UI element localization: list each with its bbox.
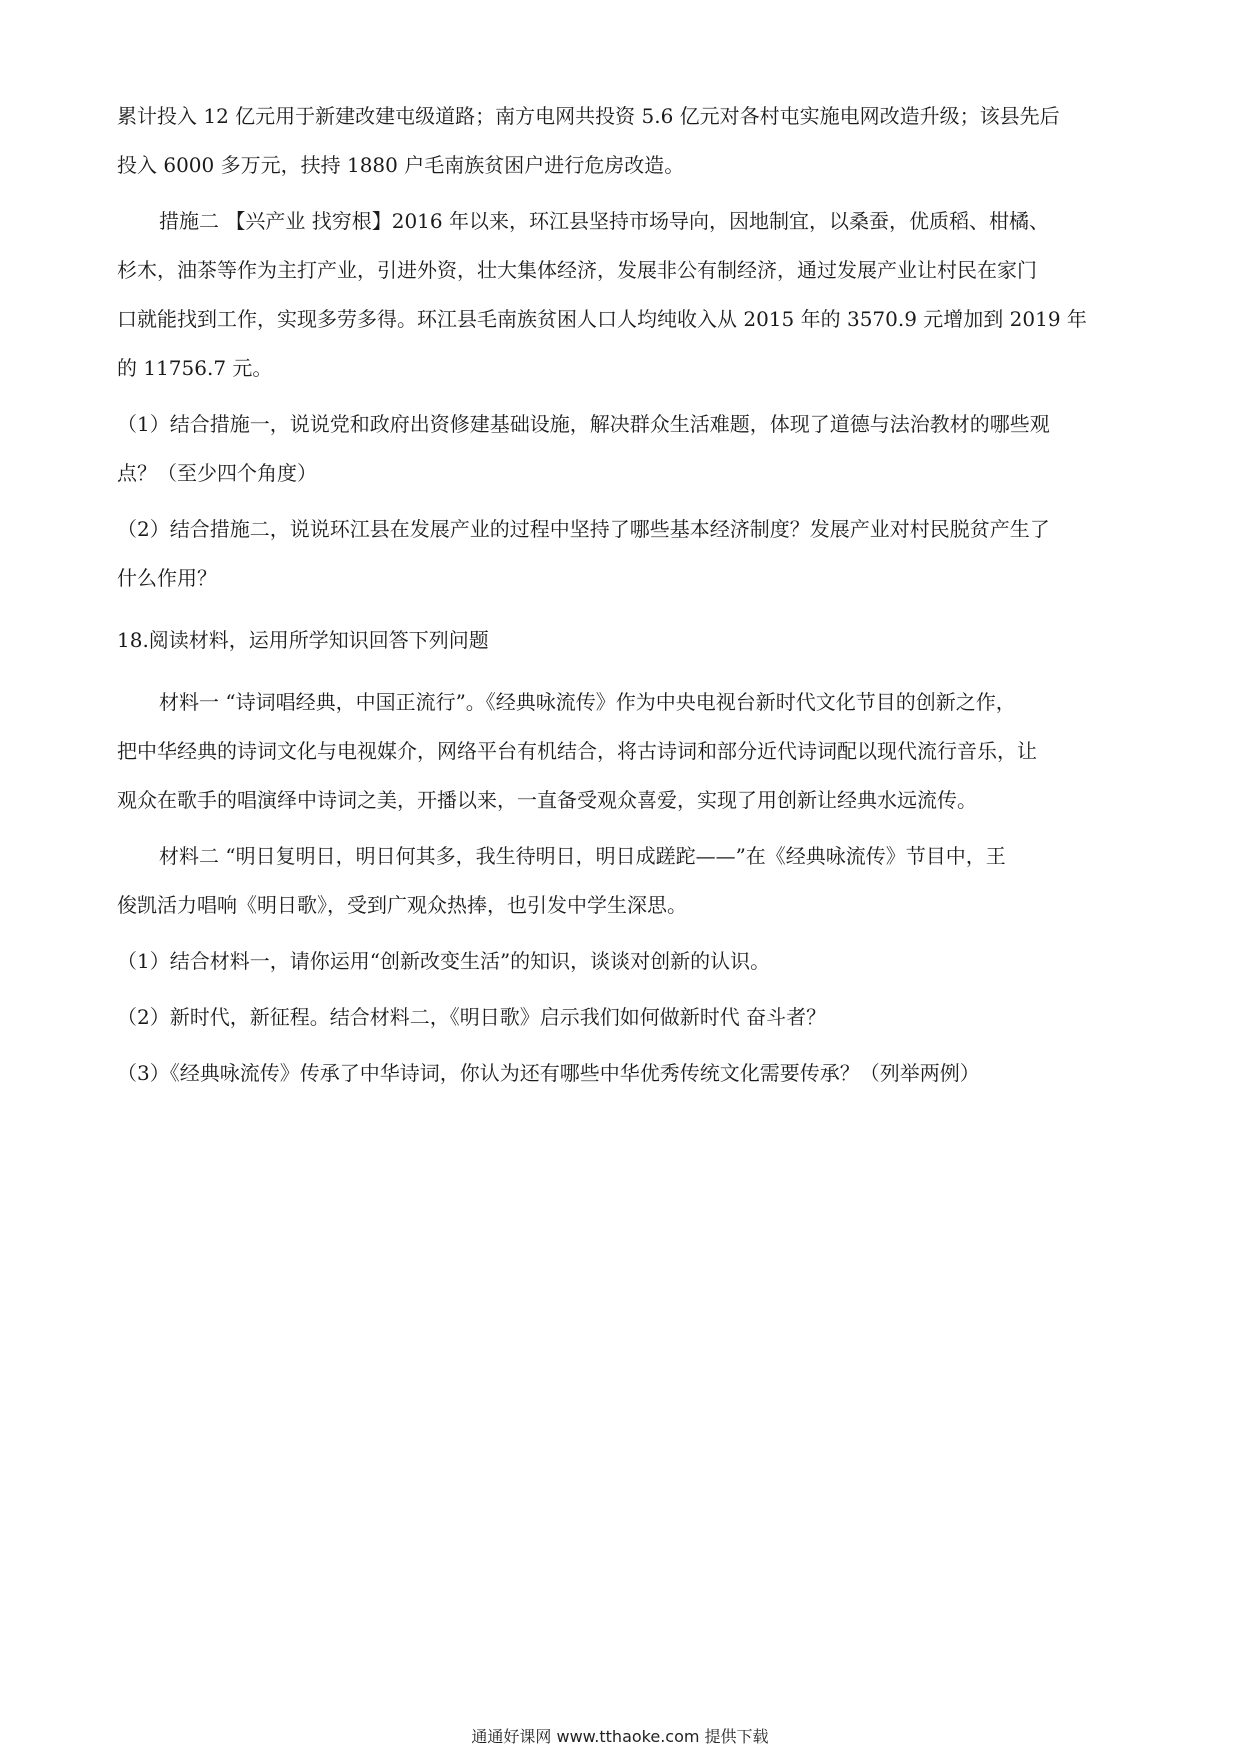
text-line: 什么作用？ [117, 566, 217, 590]
text-line: 的 11756.7 元。 [117, 356, 273, 380]
text-line: 材料二 “明日复明日，明日何其多，我生待明日，明日成蹉跎——”在《经典咏流传》节目中，王 [159, 844, 1006, 868]
text-line: 杉木，油茶等作为主打产业，引进外资，壮大集体经济，发展非公有制经济，通过发展产业让村民在家门 [117, 258, 1037, 282]
text-line: 投入 6000 多万元，扶持 1880 户毛南族贫困户进行危房改造。 [117, 153, 685, 177]
text-line: （1）结合措施一，说说党和政府出资修建基础设施，解决群众生活难题，体现了道德与法治教材的哪些观 [117, 412, 1050, 436]
material-one [117, 682, 1127, 820]
question-18-part-1: （1）结合材料一，请你运用“创新改变生活”的知识，谈谈对创新的认识。 [117, 949, 771, 973]
document-page [117, 96, 1127, 1093]
text-line: 把中华经典的诗词文化与电视媒介，网络平台有机结合，将古诗词和部分近代诗词配以现代流行音乐，让 [117, 739, 1037, 763]
text-line: 俊凯活力唱响《明日歌》，受到广观众热捧，也引发中学生深思。 [117, 893, 687, 917]
material-two [117, 836, 1127, 925]
text-line: （2）结合措施二，说说环江县在发展产业的过程中坚持了哪些基本经济制度？发展产业对村民脱贫产生了 [117, 517, 1050, 541]
question-18-title: 18.阅读材料，运用所学知识回答下列问题 [117, 628, 489, 652]
text-line: 累计投入 12 亿元用于新建改建屯级道路；南方电网共投资 5.6 亿元对各村屯实施电网改造升级；该县先后 [117, 104, 1060, 128]
question-17-part-1 [117, 404, 1127, 493]
text-line: 材料一 “诗词唱经典，中国正流行”。《经典咏流传》作为中央电视台新时代文化节目的创新之作， [159, 690, 1016, 714]
paragraph-measure-two [117, 201, 1127, 388]
text-line: 措施二 【兴产业 找穷根】2016 年以来，环江县坚持市场导向，因地制宜，以桑蚕，优质稻、柑橘、 [159, 209, 1049, 233]
text-line: 口就能找到工作，实现多劳多得。环江县毛南族贫困人口人均纯收入从 2015 年的 3570.9 元增加到 2019 年 [117, 307, 1087, 331]
text-line: 点？（至少四个角度） [117, 461, 317, 485]
question-18-part-2: （2）新时代，新征程。结合材料二，《明日歌》启示我们如何做新时代 奋斗者？ [117, 1005, 827, 1029]
question-18-part-3: （3）《经典咏流传》传承了中华诗词，你认为还有哪些中华优秀传统文化需要传承？（列举两例） [117, 1061, 980, 1085]
paragraph-measure-one-continued [117, 96, 1127, 185]
question-17-part-2 [117, 509, 1127, 598]
page-footer: 通通好课网 www.tthaoke.com 提供下载 [471, 1727, 769, 1746]
text-line: 观众在歌手的唱演绎中诗词之美，开播以来，一直备受观众喜爱，实现了用创新让经典水远流传。 [117, 788, 977, 812]
